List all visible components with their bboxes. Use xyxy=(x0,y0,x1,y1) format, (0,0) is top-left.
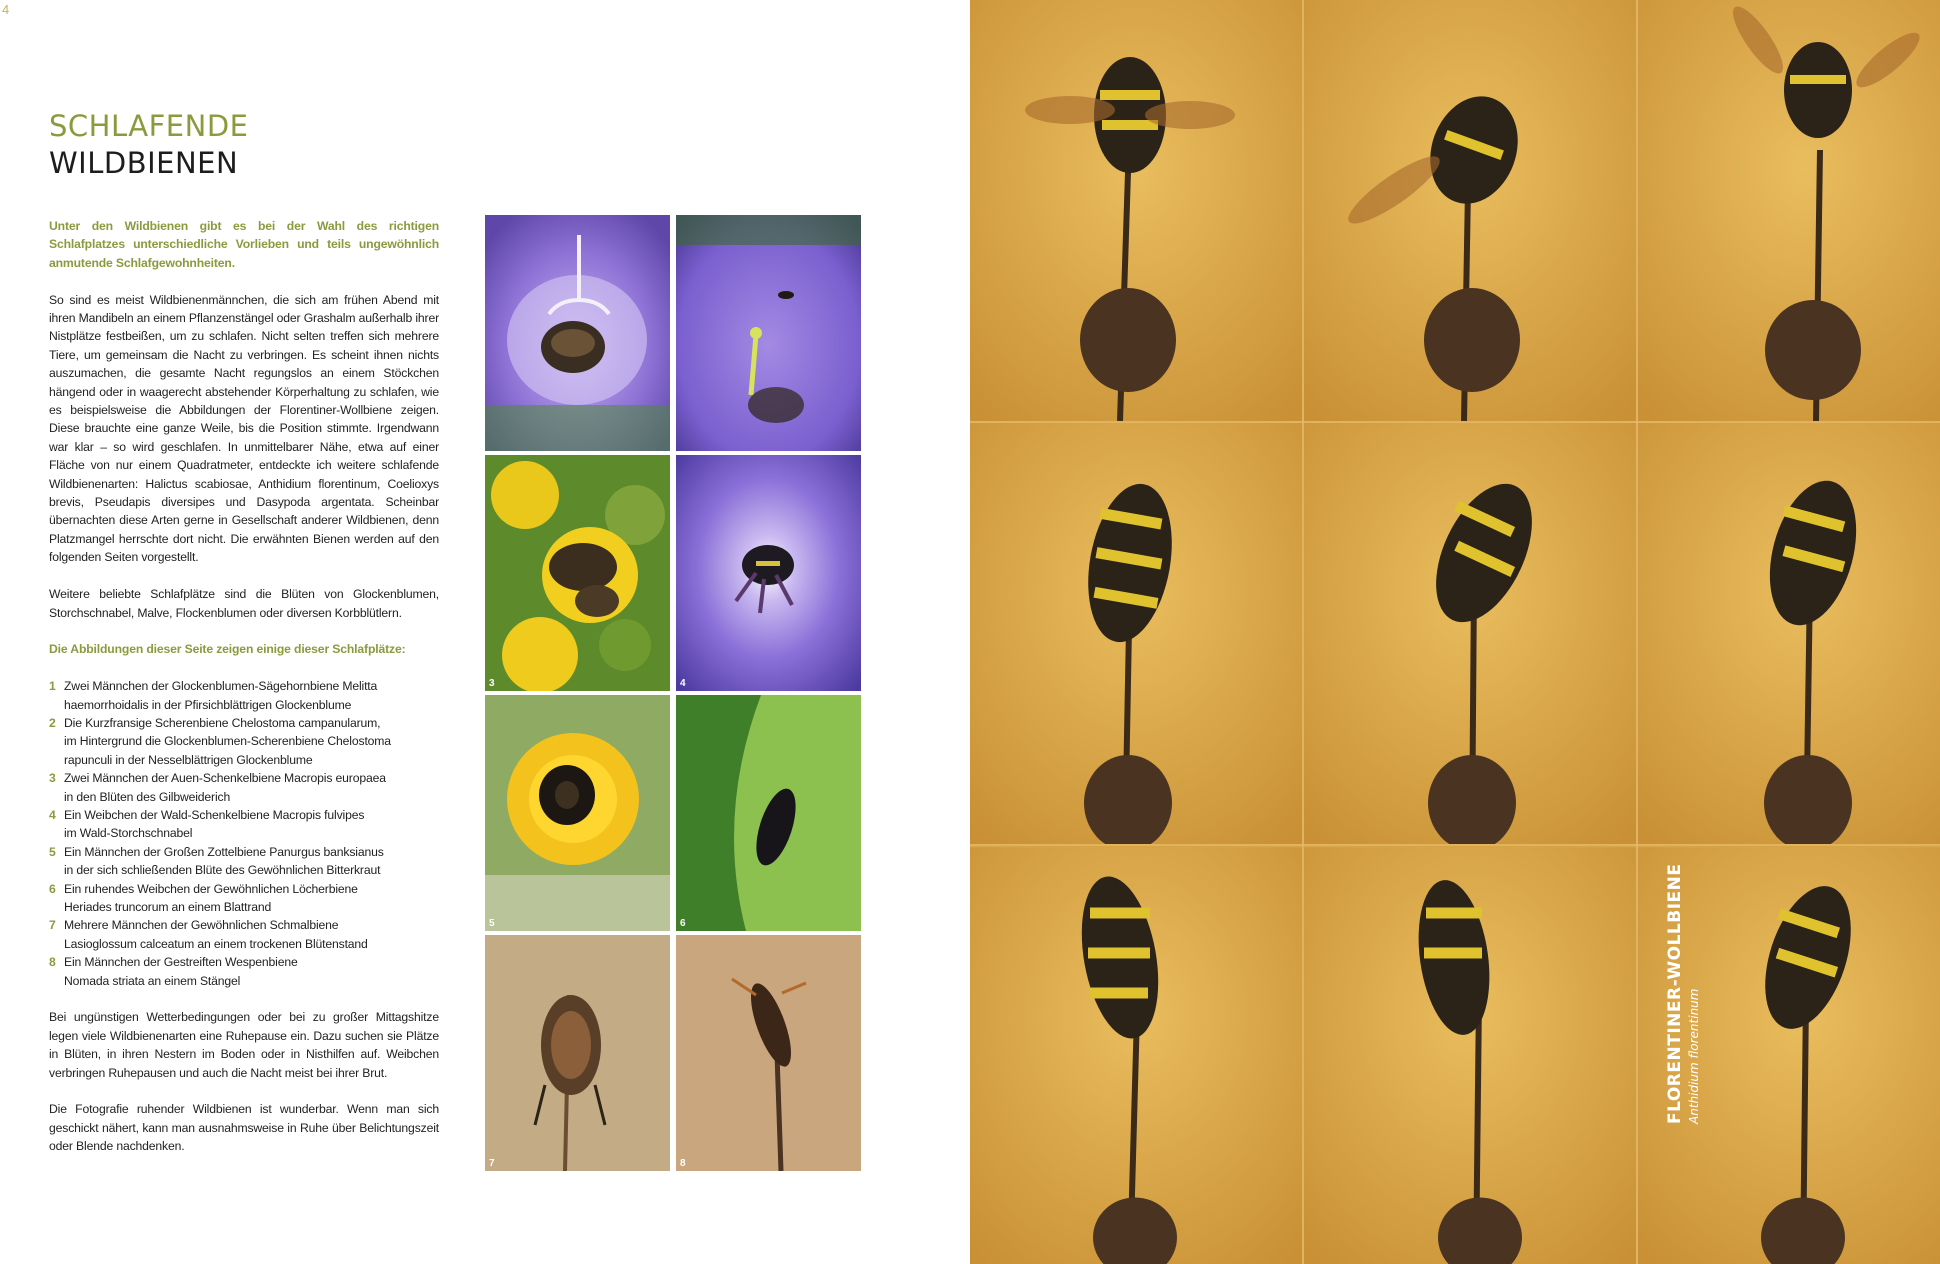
caption-item xyxy=(49,880,439,917)
caption-line: Ein Weibchen der Wald-Schenkelbiene Macropis fulvipes xyxy=(64,807,365,822)
photo-cranesbill-bee xyxy=(676,455,861,691)
photo-number: 3 xyxy=(489,678,495,689)
photo-stem-bee xyxy=(676,935,861,1171)
caption-number: 1 xyxy=(49,679,56,694)
photo-number: 6 xyxy=(680,918,686,929)
sequence-photo xyxy=(1304,423,1636,844)
caption-number: 5 xyxy=(49,844,56,859)
caption-line: Heriades truncorum an einem Blattrand xyxy=(64,899,272,914)
wool-bee-photo-sequence xyxy=(970,0,1940,1264)
caption-line: in der sich schließenden Blüte des Gewöhnlichen Bitterkraut xyxy=(64,863,381,878)
caption-line: Nomada striata an einem Stängel xyxy=(64,973,241,988)
body-paragraph-2: Weitere beliebte Schlafplätze sind die Blüten von Glockenblumen, Storchschnabel, Malve, Flockenblumen oder diversen Korbblütlern. xyxy=(49,587,439,620)
caption-line: in den Blüten des Gilbweiderich xyxy=(64,789,231,804)
caption-line: Die Kurzfransige Scherenbiene Chelostoma campanularum, xyxy=(64,715,381,730)
grid-divider xyxy=(970,844,1940,846)
caption-item xyxy=(49,953,439,990)
title-line-1: SCHLAFENDE xyxy=(49,109,249,143)
caption-number: 4 xyxy=(49,807,56,822)
article-text xyxy=(49,217,439,1174)
caption-number: 3 xyxy=(49,771,56,786)
caption-line: Mehrere Männchen der Gewöhnlichen Schmalbiene xyxy=(64,918,339,933)
captions-heading: Die Abbildungen dieser Seite zeigen einige dieser Schlafplätze: xyxy=(49,642,406,657)
sequence-photo xyxy=(1304,846,1636,1264)
body-paragraph-3: Bei ungünstigen Wetterbedingungen oder bei zu großer Mittagshitze legen viele Wildbienenarten eine Ruhepause ein. Dazu suchen sie Plätze in Blüten, in ihren Nestern im Boden oder in Nisthilfen auf. Weibchen verbringen Ruhepausen und auch die Nacht meist bei ihrer Brut. xyxy=(49,1010,439,1080)
photo-loosestrife-bees xyxy=(485,455,670,691)
page-title xyxy=(49,108,248,182)
photo-number: 7 xyxy=(489,1158,495,1169)
photo-bellflower-bees xyxy=(485,215,670,451)
photo-leaf-edge-bee xyxy=(676,695,861,931)
caption-item xyxy=(49,916,439,953)
sequence-photo xyxy=(970,0,1302,421)
caption-number: 8 xyxy=(49,955,56,970)
lead-paragraph: Unter den Wildbienen gibt es bei der Wahl des richtigen Schlafplatzes unterschiedliche Vorlieben und teils ungewöhnlich anmutende Schlafgewohnheiten. xyxy=(49,219,439,270)
sequence-photo xyxy=(970,846,1302,1264)
photo-dry-flowerhead-bees xyxy=(485,935,670,1171)
title-line-2: WILDBIENEN xyxy=(49,146,239,180)
sequence-photo xyxy=(1638,0,1940,421)
caption-line: Zwei Männchen der Auen-Schenkelbiene Macropis europaea xyxy=(64,771,386,786)
species-caption xyxy=(1665,864,1701,1124)
sequence-photo xyxy=(1304,0,1636,421)
caption-item xyxy=(49,769,439,806)
caption-line: Ein ruhendes Weibchen der Gewöhnlichen Löcherbiene xyxy=(64,881,358,896)
body-paragraph-1: So sind es meist Wildbienenmännchen, die sich am frühen Abend mit ihren Mandibeln an einem Pflanzenstängel oder Grashalm außerhalb ihrer Nistplätze festbeißen, um zu schlafen. Nicht selten treffen sich mehrere Tiere, um gemeinsam die Nacht zu verbringen. Es scheint ihnen nichts auszumachen, die gesamte Nacht regungslos an einem Stöckchen hängend oder in waagerecht abstehender Körperhaltung zu schlafen, wie es beispielsweise die Abbildungen der Florentiner-Wollbiene zeigen. Diese brauchte eine ganze Weile, bis die Position stimmte. Irgendwann war klar – so wird geschlafen. In unmittelbarer Nähe, etwa auf einer Fläche von nur einem Quadratmeter, entdeckte ich weitere schlafende Wildbienenarten: Halictus scabiosae, Anthidium florentinum, Coelioxys brevis, Pseudapis diversipes und Dasypoda argentata. Scheinbar übernachten diese Arten gerne in Gesellschaft anderer Wildbienen, denn Platzmangel herrschte dort nicht. Die erwähnten Bienen werden auf den folgenden Seiten vorgestellt. xyxy=(49,292,439,565)
photo-number: 4 xyxy=(680,678,686,689)
caption-list xyxy=(49,677,439,990)
caption-item xyxy=(49,677,439,714)
photo-bellflower-scissor-bee xyxy=(676,215,861,451)
grid-divider xyxy=(1302,0,1304,1264)
sequence-photo xyxy=(1638,423,1940,844)
caption-number: 2 xyxy=(49,715,56,730)
caption-line: rapunculi in der Nesselblättrigen Glockenblume xyxy=(64,752,313,767)
caption-line: im Wald-Storchschnabel xyxy=(64,826,193,841)
caption-line: Ein Männchen der Gestreiften Wespenbiene xyxy=(64,955,298,970)
caption-line: haemorrhoidalis in der Pfirsichblättrigen Glockenblume xyxy=(64,697,352,712)
caption-item xyxy=(49,714,439,769)
grid-divider xyxy=(970,421,1940,423)
page-number-left: 4 xyxy=(2,2,10,17)
caption-line: Ein Männchen der Großen Zottelbiene Panurgus banksianus xyxy=(64,844,384,859)
caption-item xyxy=(49,843,439,880)
caption-line: im Hintergrund die Glockenblumen-Scherenbiene Chelostoma xyxy=(64,734,391,749)
caption-line: Zwei Männchen der Glockenblumen-Sägehornbiene Melitta xyxy=(64,679,378,694)
grid-divider xyxy=(1636,0,1638,1264)
caption-number: 7 xyxy=(49,918,56,933)
caption-item xyxy=(49,806,439,843)
species-latin-name: Anthidium florentinum xyxy=(1687,988,1701,1124)
body-paragraph-4: Die Fotografie ruhender Wildbienen ist wunderbar. Wenn man sich geschickt nähert, kann man ausnahmsweise in Ruhe über Belichtungszeit oder Blende nachdenken. xyxy=(49,1102,439,1154)
caption-line: Lasioglossum calceatum an einem trockenen Blütenstand xyxy=(64,936,368,951)
photo-hawkweed-bee xyxy=(485,695,670,931)
photo-number: 8 xyxy=(680,1158,686,1169)
photo-number: 5 xyxy=(489,918,495,929)
species-name: FLORENTINER-WOLLBIENE xyxy=(1665,863,1685,1124)
caption-number: 6 xyxy=(49,881,56,896)
sequence-photo xyxy=(970,423,1302,844)
